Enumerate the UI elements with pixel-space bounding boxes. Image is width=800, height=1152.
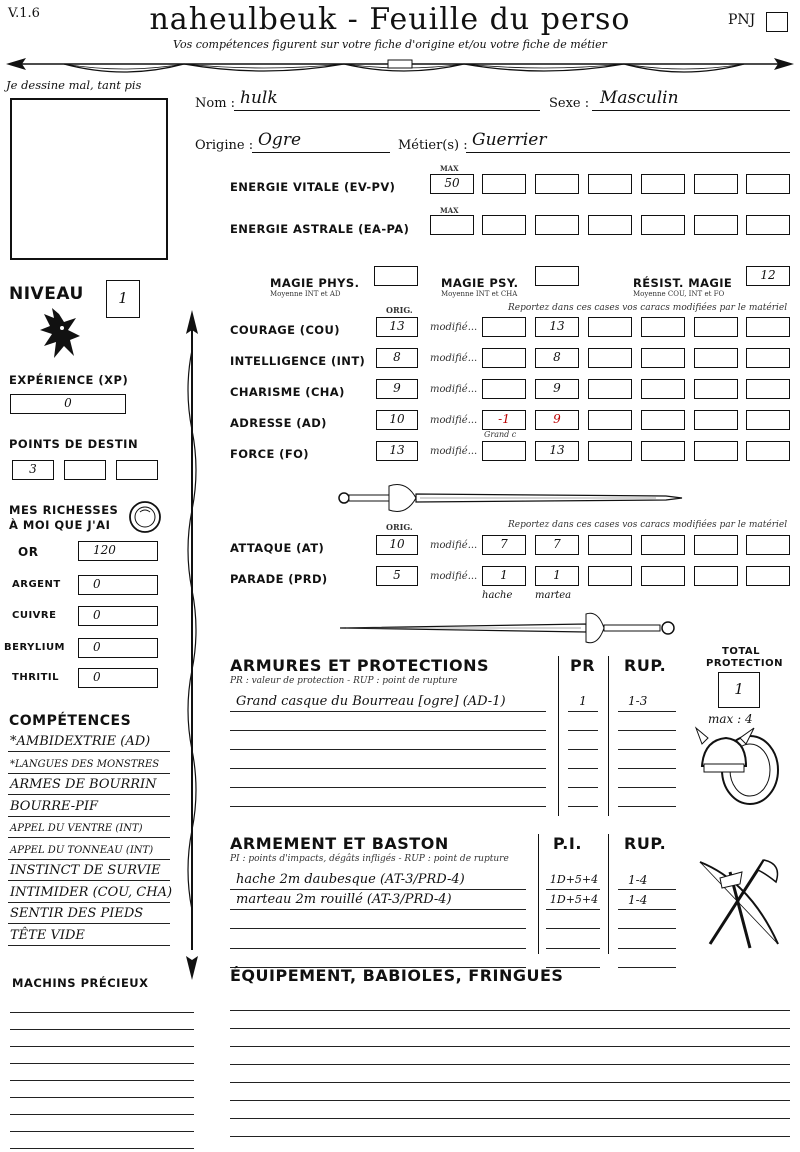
armure-rup-line[interactable] <box>618 711 676 712</box>
armure-pr-line[interactable] <box>568 768 598 769</box>
equipement-line[interactable] <box>230 1028 790 1029</box>
ev-box-7[interactable] <box>746 174 790 194</box>
stat-mod-box-6[interactable] <box>746 379 790 399</box>
armure-line[interactable] <box>230 749 546 750</box>
page-title: naheulbeuk - Feuille du perso <box>149 2 631 37</box>
combat-mod-box-2[interactable]: 1 <box>535 566 579 586</box>
stat-mod-box-5[interactable] <box>694 317 738 337</box>
stat-mod-box-3[interactable] <box>588 348 632 368</box>
ev-box-4[interactable] <box>588 174 632 194</box>
equipement-title: ÉQUIPEMENT, BABIOLES, FRINGUES <box>230 966 564 985</box>
competence-line <box>8 837 170 838</box>
destin-box-2[interactable] <box>64 460 106 480</box>
ea-box-6[interactable] <box>694 215 738 235</box>
arme-name[interactable]: marteau 2m rouillé (AT-3/PRD-4) <box>236 892 452 907</box>
armure-pr-line[interactable] <box>568 806 598 807</box>
combat-modifie-label: modifié... <box>430 571 478 582</box>
stat-modifie-label: modifié... <box>430 353 478 364</box>
ea-box-7[interactable] <box>746 215 790 235</box>
arme-pi-line[interactable] <box>546 909 600 910</box>
arme-rup-line[interactable] <box>618 948 676 949</box>
ea-box-2[interactable] <box>482 215 526 235</box>
stat-mod-box-3[interactable] <box>588 410 632 430</box>
ea-box-5[interactable] <box>641 215 685 235</box>
arme-rup-line[interactable] <box>618 909 676 910</box>
stat-modifie-label: modifié... <box>430 446 478 457</box>
magie-psy-sub: Moyenne INT et CHA <box>441 290 518 298</box>
richesse-box[interactable]: 0 <box>78 668 158 688</box>
armure-pr-line[interactable] <box>568 711 598 712</box>
total-protection-box[interactable]: 1 <box>718 672 760 708</box>
equipement-line[interactable] <box>230 1100 790 1101</box>
armement-title: ARMEMENT ET BASTON <box>230 834 449 853</box>
stat-label: FORCE (FO) <box>230 447 309 461</box>
armure-rup[interactable]: 1-3 <box>628 694 648 708</box>
arme-rup[interactable]: 1-4 <box>628 873 648 887</box>
armure-rup-line[interactable] <box>618 730 676 731</box>
origine-label: Origine : <box>195 138 254 153</box>
combat-mod-box-1[interactable]: 1 <box>482 566 526 586</box>
stat-mod-box-2[interactable]: 13 <box>535 441 579 461</box>
stat-mod-box-2[interactable]: 9 <box>535 410 579 430</box>
armure-pr-line[interactable] <box>568 749 598 750</box>
sexe-underline <box>592 110 790 111</box>
richesses-label-1: MES RICHESSES <box>9 503 119 517</box>
stat-mod-box-4[interactable] <box>641 441 685 461</box>
stat-mod-box-1[interactable] <box>482 379 526 399</box>
richesse-label: THRITIL <box>12 672 60 683</box>
richesse-box[interactable]: 120 <box>78 541 158 561</box>
sword-icon-2 <box>336 608 684 648</box>
competence-item[interactable]: TÊTE VIDE <box>10 927 85 943</box>
armement-col-rup: RUP. <box>624 834 667 853</box>
stat-modifie-label: modifié... <box>430 415 478 426</box>
sword-icon <box>336 478 684 518</box>
armure-rup-line[interactable] <box>618 749 676 750</box>
competence-line <box>8 945 170 946</box>
arme-pi[interactable]: 1D+5+4 <box>549 873 599 886</box>
coin-icon <box>128 500 162 534</box>
armures-divider-1 <box>558 656 559 816</box>
ev-label: ENERGIE VITALE (EV-PV) <box>230 180 396 194</box>
armure-line[interactable] <box>230 787 546 788</box>
armure-rup-line[interactable] <box>618 768 676 769</box>
competence-item[interactable]: INTIMIDER (COU, CHA) <box>10 884 173 900</box>
combat-mod-box-2[interactable]: 7 <box>535 535 579 555</box>
combat-mod-box-4[interactable] <box>641 566 685 586</box>
stat-mod-box-5[interactable] <box>694 441 738 461</box>
page-subtitle: Vos compétences figurent sur votre fiche d'origine et/ou votre fiche de métier <box>173 38 607 51</box>
arme-rup-line[interactable] <box>618 967 676 968</box>
machins-line[interactable] <box>10 1029 194 1030</box>
stat-mod-box-2[interactable]: 8 <box>535 348 579 368</box>
stat-mod-box-6[interactable] <box>746 348 790 368</box>
total-protection-label-2: PROTECTION <box>706 658 783 669</box>
stat-mod-box-6[interactable] <box>746 410 790 430</box>
dragon-icon <box>34 306 84 366</box>
armures-divider-2 <box>608 656 609 816</box>
arme-pi-line[interactable] <box>546 889 600 890</box>
stat-orig-box[interactable]: 10 <box>376 410 418 430</box>
combat-orig-label: ORIG. <box>386 522 413 532</box>
richesse-box[interactable]: 0 <box>78 575 158 595</box>
equipement-line[interactable] <box>230 1010 790 1011</box>
ev-box-6[interactable] <box>694 174 738 194</box>
stat-orig-box[interactable]: 9 <box>376 379 418 399</box>
nom-label: Nom : <box>195 96 236 111</box>
stat-mod-box-4[interactable] <box>641 348 685 368</box>
equipement-line[interactable] <box>230 1046 790 1047</box>
stat-label: ADRESSE (AD) <box>230 416 327 430</box>
under-m2-note: martea <box>535 590 572 601</box>
richesse-label: OR <box>18 545 39 559</box>
stat-mod-box-3[interactable] <box>588 441 632 461</box>
stat-label: CHARISME (CHA) <box>230 385 345 399</box>
stat-label: COURAGE (COU) <box>230 323 340 337</box>
arme-pi-line[interactable] <box>546 948 600 949</box>
competence-line <box>8 923 170 924</box>
resist-magie-sub: Moyenne COU, INT et FO <box>633 290 725 298</box>
armure-line[interactable] <box>230 730 546 731</box>
armement-col-pi: P.I. <box>553 834 582 853</box>
combat-label: PARADE (PRD) <box>230 572 328 586</box>
destin-box-3[interactable] <box>116 460 158 480</box>
total-protection-label-1: TOTAL <box>722 646 760 657</box>
equipement-line[interactable] <box>230 1064 790 1065</box>
combat-note: Reportez dans ces cases vos caracs modifiées par le matériel <box>508 520 788 530</box>
stat-orig-box[interactable]: 8 <box>376 348 418 368</box>
weapons-icon <box>690 852 786 956</box>
ea-max-box[interactable] <box>430 215 474 235</box>
metier-underline <box>466 152 790 153</box>
stat-modifie-label: modifié... <box>430 322 478 333</box>
armure-line[interactable] <box>230 806 546 807</box>
armures-col-rup: RUP. <box>624 656 667 675</box>
arme-rup-line[interactable] <box>618 889 676 890</box>
arme-pi-line[interactable] <box>546 928 600 929</box>
sexe-value[interactable]: Masculin <box>600 88 679 108</box>
combat-modifie-label: modifié... <box>430 540 478 551</box>
ev-max-label: MAX <box>440 164 459 173</box>
richesse-box[interactable]: 0 <box>78 606 158 626</box>
nom-value[interactable]: hulk <box>240 88 278 108</box>
competence-item[interactable]: SENTIR DES PIEDS <box>10 906 144 921</box>
ea-max-label: MAX <box>440 206 459 215</box>
richesse-box[interactable]: 0 <box>78 638 158 658</box>
armement-sub: PI : points d'impacts, dégâts infligés - RUP : point de rupture <box>230 854 509 864</box>
machins-line[interactable] <box>10 1012 194 1013</box>
under-m1-note: hache <box>482 590 513 601</box>
magie-phys-box[interactable] <box>374 266 418 286</box>
competence-item[interactable]: APPEL DU TONNEAU (INT) <box>10 844 154 856</box>
portrait-caption: Je dessine mal, tant pis <box>6 78 142 92</box>
resist-magie-label: RÉSIST. MAGIE <box>633 276 733 290</box>
destin-box-1[interactable]: 3 <box>12 460 54 480</box>
richesse-label: BERYLIUM <box>4 642 66 653</box>
competence-item[interactable]: *AMBIDEXTRIE (AD) <box>10 734 151 749</box>
arme-pi[interactable]: 1D+5+4 <box>549 893 599 906</box>
magie-phys-label: MAGIE PHYS. <box>270 276 360 290</box>
machins-line[interactable] <box>10 1080 194 1081</box>
metier-value[interactable]: Guerrier <box>472 130 547 150</box>
combat-label: ATTAQUE (AT) <box>230 541 325 555</box>
stat-mod-box-3[interactable] <box>588 317 632 337</box>
stat-mod-box-4[interactable] <box>641 379 685 399</box>
armure-line[interactable] <box>230 711 546 712</box>
competence-line <box>8 880 170 881</box>
competence-line <box>8 902 170 903</box>
stat-mod-box-2[interactable]: 9 <box>535 379 579 399</box>
competence-line <box>8 751 170 752</box>
stats-note: Reportez dans ces cases vos caracs modifiées par le matériel <box>508 303 788 313</box>
equipement-line[interactable] <box>230 1136 790 1137</box>
combat-mod-box-3[interactable] <box>588 566 632 586</box>
arme-line[interactable] <box>230 928 526 929</box>
combat-mod-box-4[interactable] <box>641 535 685 555</box>
machins-line[interactable] <box>10 1131 194 1132</box>
stat-label: INTELLIGENCE (INT) <box>230 354 366 368</box>
total-protection-max: max : 4 <box>708 712 753 726</box>
resist-magie-box[interactable]: 12 <box>746 266 790 286</box>
machins-line[interactable] <box>10 1063 194 1064</box>
stat-modifie-label: modifié... <box>430 384 478 395</box>
stat-orig-box[interactable]: 13 <box>376 317 418 337</box>
richesse-label: ARGENT <box>12 579 61 590</box>
competence-line <box>8 773 170 774</box>
armement-divider-2 <box>608 834 609 954</box>
version-label: V.1.6 <box>8 6 40 21</box>
machins-line[interactable] <box>10 1046 194 1047</box>
combat-mod-box-1[interactable]: 7 <box>482 535 526 555</box>
stat-mod-box-1[interactable] <box>482 317 526 337</box>
origine-value[interactable]: Ogre <box>258 130 302 150</box>
ev-box-5[interactable] <box>641 174 685 194</box>
competence-line <box>8 859 170 860</box>
combat-orig-box[interactable]: 5 <box>376 566 418 586</box>
armure-rup-line[interactable] <box>618 787 676 788</box>
niveau-box[interactable]: 1 <box>106 280 140 318</box>
ev-box-3[interactable] <box>535 174 579 194</box>
combat-mod-box-6[interactable] <box>746 535 790 555</box>
ev-box-2[interactable] <box>482 174 526 194</box>
xp-label: EXPÉRIENCE (XP) <box>9 373 129 387</box>
arme-rup-line[interactable] <box>618 928 676 929</box>
competence-item[interactable]: BOURRE-PIF <box>10 798 99 814</box>
arme-line[interactable] <box>230 889 526 890</box>
armure-name[interactable]: Grand casque du Bourreau [ogre] (AD-1) <box>236 694 506 709</box>
metier-label: Métier(s) : <box>398 138 468 153</box>
combat-orig-box[interactable]: 10 <box>376 535 418 555</box>
ea-box-3[interactable] <box>535 215 579 235</box>
machins-line[interactable] <box>10 1114 194 1115</box>
arme-rup[interactable]: 1-4 <box>628 893 648 907</box>
machins-line[interactable] <box>10 1148 194 1149</box>
nom-underline <box>234 110 540 111</box>
xp-box[interactable]: 0 <box>10 394 126 414</box>
sexe-label: Sexe : <box>549 96 590 111</box>
competence-item[interactable]: APPEL DU VENTRE (INT) <box>10 823 143 834</box>
stat-mod-box-4[interactable] <box>641 410 685 430</box>
armures-sub: PR : valeur de protection - RUP : point de rupture <box>230 676 458 686</box>
niveau-label: NIVEAU <box>9 284 84 304</box>
ea-label: ENERGIE ASTRALE (EA-PA) <box>230 222 410 236</box>
stat-mod-box-3[interactable] <box>588 379 632 399</box>
grand-c-note: Grand c <box>484 430 517 439</box>
stat-mod-box-1[interactable]: -1 <box>482 410 526 430</box>
stat-mod-box-5[interactable] <box>694 410 738 430</box>
arme-line[interactable] <box>230 909 526 910</box>
machins-label: MACHINS PRÉCIEUX <box>12 976 149 990</box>
ea-box-4[interactable] <box>588 215 632 235</box>
stat-mod-box-1[interactable] <box>482 348 526 368</box>
destin-label: POINTS DE DESTIN <box>9 437 139 451</box>
stat-mod-box-5[interactable] <box>694 379 738 399</box>
competence-item[interactable]: ARMES DE BOURRIN <box>10 777 157 792</box>
armure-pr-line[interactable] <box>568 787 598 788</box>
armement-divider-1 <box>538 834 539 954</box>
combat-mod-box-6[interactable] <box>746 566 790 586</box>
armure-line[interactable] <box>230 768 546 769</box>
stat-orig-box[interactable]: 13 <box>376 441 418 461</box>
competences-label: COMPÉTENCES <box>9 713 132 729</box>
combat-mod-box-5[interactable] <box>694 566 738 586</box>
magie-psy-box[interactable] <box>535 266 579 286</box>
arme-line[interactable] <box>230 948 526 949</box>
competence-item[interactable]: INSTINCT DE SURVIE <box>10 863 161 878</box>
armures-title: ARMURES ET PROTECTIONS <box>230 656 489 675</box>
arme-name[interactable]: hache 2m daubesque (AT-3/PRD-4) <box>236 872 465 887</box>
richesses-label-2: À MOI QUE J'AI <box>9 518 111 532</box>
stat-mod-box-6[interactable] <box>746 441 790 461</box>
magie-psy-label: MAGIE PSY. <box>441 276 519 290</box>
pnj-checkbox[interactable] <box>766 12 788 32</box>
armures-col-pr: PR <box>570 656 596 675</box>
helmet-shield-icon <box>694 726 784 810</box>
equipement-line[interactable] <box>230 1082 790 1083</box>
combat-mod-box-3[interactable] <box>588 535 632 555</box>
armure-pr[interactable]: 1 <box>579 694 587 708</box>
portrait-box[interactable] <box>10 98 168 260</box>
pnj-label: PNJ <box>728 12 756 28</box>
equipement-line[interactable] <box>230 1118 790 1119</box>
competence-line <box>8 816 170 817</box>
competence-line <box>8 794 170 795</box>
long-spear-icon <box>180 310 204 980</box>
stat-mod-box-5[interactable] <box>694 348 738 368</box>
combat-mod-box-5[interactable] <box>694 535 738 555</box>
ev-max-box[interactable]: 50 <box>430 174 474 194</box>
stat-mod-box-6[interactable] <box>746 317 790 337</box>
richesse-label: CUIVRE <box>12 610 57 621</box>
armure-pr-line[interactable] <box>568 730 598 731</box>
stats-orig-label: ORIG. <box>386 305 413 315</box>
magie-phys-sub: Moyenne INT et AD <box>270 290 341 298</box>
machins-line[interactable] <box>10 1097 194 1098</box>
armure-rup-line[interactable] <box>618 806 676 807</box>
competence-item[interactable]: *LANGUES DES MONSTRES <box>10 758 160 770</box>
stat-mod-box-2[interactable]: 13 <box>535 317 579 337</box>
stat-mod-box-4[interactable] <box>641 317 685 337</box>
stat-mod-box-1[interactable] <box>482 441 526 461</box>
origine-underline <box>252 152 390 153</box>
